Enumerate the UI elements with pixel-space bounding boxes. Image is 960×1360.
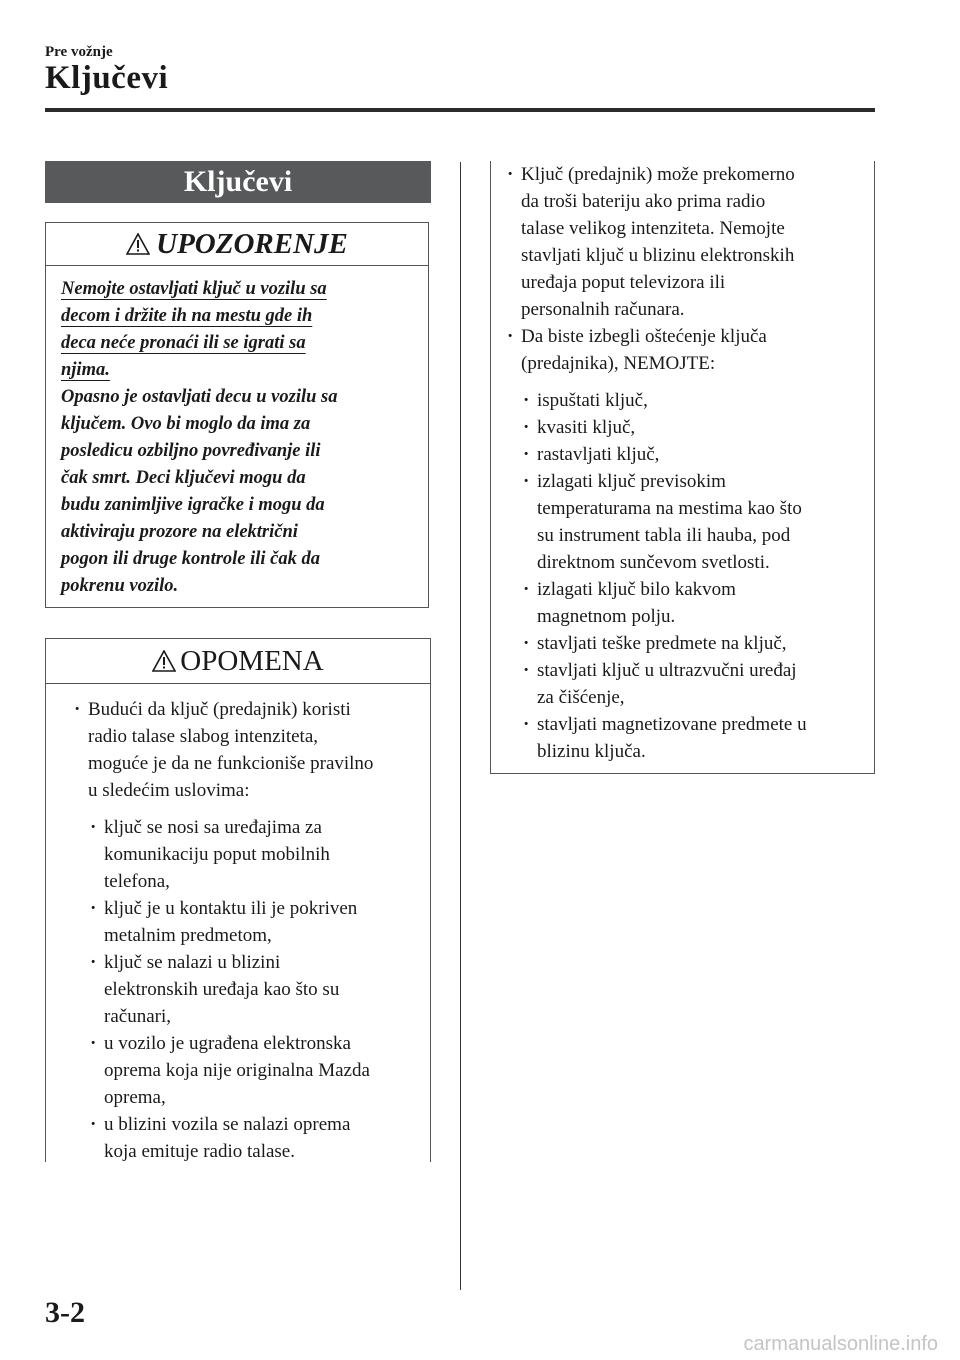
warning-box (45, 222, 429, 608)
text-line: direktnom sunčevom svetlosti. (537, 552, 770, 573)
warning-title: UPOZORENJE (156, 227, 348, 260)
warning-body (46, 266, 428, 600)
text-line: personalnih računara. (521, 299, 685, 320)
warning-line: Opasno je ostavljati decu u vozilu sa (61, 387, 338, 407)
list-item (523, 387, 864, 414)
text-line: · izlagati ključ bilo kakvom (537, 579, 736, 600)
text-line: komunikaciju poput mobilnih (104, 844, 330, 865)
text-line: koja emituje radio talase. (104, 1141, 295, 1162)
text-line: temperaturama na mestima kao što (537, 498, 802, 519)
warning-line: budu zanimljive igračke i mogu da (61, 495, 325, 515)
header-section-label: Pre vožnje (45, 44, 113, 60)
list-item (523, 657, 864, 711)
text-line: · stavljati ključ u ultrazvučni uređaj (537, 660, 797, 681)
list-item (74, 696, 420, 804)
text-line: oprema, (104, 1087, 166, 1108)
text-line: · Da biste izbegli oštećenje ključa (521, 326, 767, 347)
list-item (523, 630, 864, 657)
text-line: za čišćenje, (537, 687, 625, 708)
watermark: carmanualsonline.info (743, 1333, 938, 1355)
list-item (523, 576, 864, 630)
caution-box (45, 638, 431, 1162)
text-line: metalnim predmetom, (104, 925, 272, 946)
caution-body (46, 684, 430, 1165)
warning-line: ključem. Ovo bi moglo da ima za (61, 414, 311, 434)
text-line: · ispuštati ključ, (537, 390, 648, 411)
list-item (90, 1111, 420, 1165)
page-number: 3-2 (45, 1296, 85, 1329)
warning-line: pogon ili druge kontrole ili čak da (61, 549, 321, 569)
section-title-bar: Ključevi (45, 161, 431, 203)
sub-list (507, 387, 864, 765)
warning-header (46, 223, 428, 266)
warning-line: Nemojte ostavljati ključ u vozilu sa (61, 279, 327, 299)
warning-triangle-icon (126, 233, 150, 255)
caution-title: OPOMENA (180, 644, 324, 677)
warning-line: deca neće pronaći ili se igrati sa (61, 333, 306, 353)
text-line: · izlagati ključ previsokim (537, 471, 726, 492)
list-item (507, 323, 864, 377)
text-line: · u blizini vozila se nalazi oprema (104, 1114, 351, 1135)
text-line: magnetnom polju. (537, 606, 676, 627)
list-item (523, 711, 864, 765)
list-item (90, 1030, 420, 1111)
text-line: · Budući da ključ (predajnik) koristi (88, 699, 351, 720)
text-line: · Ključ (predajnik) može prekomerno (521, 164, 795, 185)
header-title: Ključevi (45, 60, 169, 96)
list-item (523, 468, 864, 576)
text-line: računari, (104, 1006, 171, 1027)
caution-continued-body (491, 161, 874, 765)
caution-continued-box (490, 161, 875, 774)
text-line: · ključ se nalazi u blizini (104, 952, 281, 973)
column-divider (460, 162, 461, 1290)
text-line: · u vozilo je ugrađena elektronska (104, 1033, 351, 1054)
text-line: · ključ je u kontaktu ili je pokriven (104, 898, 358, 919)
text-line: stavljati ključ u blizinu elektronskih (521, 245, 795, 266)
warning-line: čak smrt. Deci ključevi mogu da (61, 468, 306, 488)
text-line: · stavljati teške predmete na ključ, (537, 633, 787, 654)
text-line: · rastavljati ključ, (537, 444, 660, 465)
text-line: oprema koja nije originalna Mazda (104, 1060, 370, 1081)
text-line: telefona, (104, 871, 170, 892)
warning-line: njima. (61, 360, 110, 380)
list-item (90, 949, 420, 1030)
sub-list (74, 814, 420, 1165)
text-line: talase velikog intenziteta. Nemojte (521, 218, 785, 239)
list-item (90, 814, 420, 895)
text-line: moguće je da ne funkcioniše pravilno (88, 753, 374, 774)
caution-triangle-icon (152, 650, 176, 672)
text-line: · stavljati magnetizovane predmete u (537, 714, 807, 735)
warning-line: posledicu ozbiljno povređivanje ili (61, 441, 321, 461)
warning-line: aktiviraju prozore na električni (61, 522, 298, 542)
text-line: (predajnika), NEMOJTE: (521, 353, 716, 374)
text-line: radio talase slabog intenziteta, (88, 726, 319, 747)
text-line: u sledećim uslovima: (88, 780, 250, 801)
warning-line: decom i držite ih na mestu gde ih (61, 306, 313, 326)
text-line: blizinu ključa. (537, 741, 646, 762)
text-line: su instrument tabla ili hauba, pod (537, 525, 791, 546)
list-item (507, 161, 864, 323)
warning-line: pokrenu vozilo. (61, 576, 179, 596)
text-line: uređaja poput televizora ili (521, 272, 726, 293)
list-item (523, 441, 864, 468)
header-rule (45, 108, 875, 112)
text-line: da troši bateriju ako prima radio (521, 191, 766, 212)
caution-header (46, 639, 430, 684)
text-line: · kvasiti ključ, (537, 417, 636, 438)
text-line: elektronskih uređaja kao što su (104, 979, 340, 1000)
list-item (523, 414, 864, 441)
text-line: · ključ se nosi sa uređajima za (104, 817, 322, 838)
list-item (90, 895, 420, 949)
